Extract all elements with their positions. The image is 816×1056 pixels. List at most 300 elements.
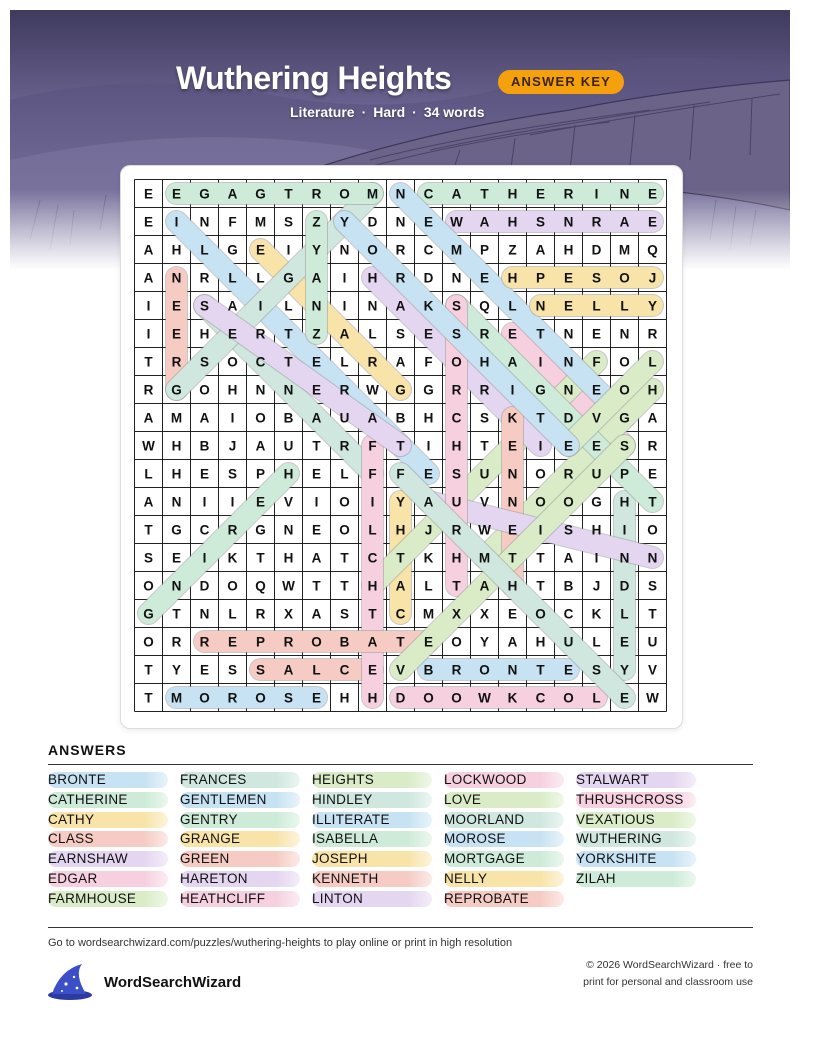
grid-letter: E — [423, 326, 434, 342]
grid-letter: E — [255, 494, 266, 510]
grid-letter: S — [339, 606, 350, 622]
grid-letter: A — [563, 550, 574, 566]
grid-letter: G — [283, 270, 294, 286]
grid-letter: E — [311, 522, 322, 538]
grid-letter: H — [451, 438, 462, 454]
grid-letter: A — [143, 410, 154, 426]
answer-word: CATHERINE — [48, 792, 168, 808]
grid-letter: L — [648, 354, 657, 370]
grid-letter: G — [423, 382, 434, 398]
grid-letter: S — [647, 578, 658, 594]
grid-letter: O — [143, 578, 154, 594]
grid-letter: T — [340, 550, 349, 566]
grid-letter: P — [535, 270, 546, 286]
grid-letter: A — [227, 298, 238, 314]
grid-letter: W — [450, 214, 463, 230]
grid-letter: H — [367, 690, 378, 706]
grid-letter: X — [283, 606, 294, 622]
grid-letter: X — [479, 606, 490, 622]
word-count-label: 34 words — [423, 104, 485, 120]
grid-letter: E — [423, 466, 434, 482]
grid-letter: C — [367, 550, 378, 566]
grid-letter: T — [172, 606, 181, 622]
grid-letter: M — [450, 242, 463, 258]
grid-letter: H — [395, 522, 406, 538]
grid-letter: M — [618, 242, 631, 258]
answer-word: REPROBATE — [444, 891, 564, 907]
grid-letter: A — [311, 606, 322, 622]
answer-word: GENTLEMEN — [180, 792, 300, 808]
grid-letter: R — [227, 690, 238, 706]
grid-letter: U — [283, 438, 294, 454]
grid-letter: T — [312, 578, 321, 594]
grid-letter: M — [254, 214, 267, 230]
answer-word: CATHY — [48, 812, 168, 828]
answer-word: EDGAR — [48, 871, 168, 887]
grid-letter: M — [170, 410, 183, 426]
answer-word: KENNETH — [312, 871, 432, 887]
grid-letter: A — [255, 438, 266, 454]
copyright-text: © 2026 WordSearchWizard · free to print for personal and classroom use — [583, 959, 753, 988]
grid-letter: N — [311, 298, 322, 314]
grid-letter: E — [255, 242, 266, 258]
grid-letter: N — [647, 550, 658, 566]
grid-letter: O — [619, 270, 630, 286]
grid-letter: N — [563, 326, 574, 342]
grid-letter: U — [451, 494, 462, 510]
grid-letter: O — [563, 690, 574, 706]
answer-word: JOSEPH — [312, 851, 432, 867]
grid-letter: L — [368, 522, 377, 538]
grid-letter: E — [311, 354, 322, 370]
grid-letter: S — [395, 326, 406, 342]
grid-letter: Q — [255, 578, 266, 594]
grid-letter: M — [478, 550, 491, 566]
answer-word: GENTRY — [180, 812, 300, 828]
grid-letter: H — [647, 382, 658, 398]
answer-word: FRANCES — [180, 772, 300, 788]
grid-letter: W — [282, 578, 295, 594]
grid-letter: H — [535, 634, 546, 650]
grid-letter: W — [478, 690, 491, 706]
answer-word: LOVE — [444, 792, 564, 808]
grid-letter: B — [199, 438, 210, 454]
grid-letter: H — [227, 382, 238, 398]
grid-letter: E — [619, 690, 630, 706]
grid-letter: N — [507, 466, 518, 482]
answer-word: VEXATIOUS — [576, 812, 696, 828]
grid-letter: O — [535, 494, 546, 510]
grid-letter: A — [143, 494, 154, 510]
grid-letter: F — [592, 354, 601, 370]
grid-letter: S — [451, 466, 462, 482]
grid-letter: K — [423, 298, 434, 314]
grid-letter: L — [144, 466, 153, 482]
grid-letter: R — [255, 326, 266, 342]
grid-letter: A — [311, 550, 322, 566]
grid-letter: S — [479, 410, 490, 426]
answer-word: WUTHERING — [576, 831, 696, 847]
grid-letter: R — [451, 522, 462, 538]
grid-letter: S — [563, 522, 574, 538]
grid-letter: R — [199, 270, 210, 286]
grid-letter: R — [283, 634, 294, 650]
grid-letter: H — [339, 690, 350, 706]
grid-letter: N — [619, 326, 630, 342]
grid-letter: E — [619, 634, 630, 650]
grid-letter: T — [480, 438, 489, 454]
grid-letter: E — [563, 270, 574, 286]
grid-letter: O — [535, 606, 546, 622]
grid-letter: O — [199, 690, 210, 706]
grid-letter: A — [507, 634, 518, 650]
grid-letter: I — [622, 522, 627, 538]
grid-letter: R — [451, 662, 462, 678]
grid-letter: Z — [312, 214, 321, 230]
grid-letter: R — [647, 326, 658, 342]
grid-letter: D — [423, 270, 434, 286]
grid-letter: W — [646, 690, 659, 706]
grid-letter: L — [228, 270, 237, 286]
grid-letter: H — [423, 410, 434, 426]
grid-letter: A — [451, 186, 462, 202]
grid-letter: L — [592, 298, 601, 314]
grid-letter: J — [228, 438, 237, 454]
grid-letter: E — [479, 270, 490, 286]
grid-letter: T — [144, 690, 153, 706]
grid-letter: N — [395, 214, 406, 230]
grid-letter: E — [227, 326, 238, 342]
answer-word: BRONTE — [48, 772, 168, 788]
grid-letter: A — [339, 326, 350, 342]
grid-letter: E — [507, 606, 518, 622]
grid-letter: H — [507, 214, 518, 230]
answer-word: THRUSHCROSS — [576, 792, 696, 808]
grid-letter: A — [395, 354, 406, 370]
grid-letter: B — [423, 662, 434, 678]
grid-letter: N — [255, 382, 266, 398]
grid-letter: R — [227, 522, 238, 538]
grid-letter: U — [591, 466, 602, 482]
grid-letter: K — [507, 690, 518, 706]
grid-letter: A — [199, 410, 210, 426]
grid-letter: T — [284, 354, 293, 370]
grid-letter: O — [227, 578, 238, 594]
grid-letter: A — [395, 578, 406, 594]
grid-letter: T — [396, 634, 405, 650]
grid-letter: O — [339, 522, 350, 538]
grid-letter: T — [536, 662, 545, 678]
grid-letter: U — [479, 466, 490, 482]
grid-letter: S — [451, 326, 462, 342]
grid-letter: E — [423, 634, 434, 650]
grid-letter: D — [563, 410, 574, 426]
grid-letter: N — [619, 186, 630, 202]
grid-letter: M — [422, 606, 435, 622]
grid-letter: T — [340, 578, 349, 594]
grid-letter: L — [592, 690, 601, 706]
grid-letter: E — [563, 298, 574, 314]
grid-letter: G — [255, 522, 266, 538]
grid-letter: A — [143, 242, 154, 258]
grid-letter: C — [339, 662, 350, 678]
grid-letter: Y — [619, 662, 630, 678]
grid-letter: T — [144, 354, 153, 370]
grid-letter: I — [342, 270, 347, 286]
category-label: Literature — [290, 104, 355, 120]
grid-letter: E — [311, 382, 322, 398]
grid-letter: B — [339, 634, 350, 650]
grid-letter: R — [339, 438, 350, 454]
grid-letter: E — [199, 662, 210, 678]
grid-letter: G — [171, 382, 182, 398]
grid-letter: A — [143, 270, 154, 286]
grid-letter: I — [538, 438, 543, 454]
grid-letter: R — [339, 382, 350, 398]
grid-letter: R — [311, 186, 322, 202]
difficulty-label: Hard — [373, 104, 406, 120]
grid-letter: J — [592, 578, 601, 594]
answer-word: ZILAH — [576, 871, 696, 887]
grid-letter: O — [647, 522, 658, 538]
grid-letter: I — [202, 550, 207, 566]
grid-letter: E — [507, 326, 518, 342]
grid-letter: I — [370, 494, 375, 510]
grid-letter: W — [142, 438, 155, 454]
grid-letter: I — [594, 186, 599, 202]
grid-letter: Y — [395, 494, 406, 510]
grid-letter: N — [451, 270, 462, 286]
wizard-hat-icon — [46, 962, 94, 1002]
grid-letter: O — [619, 354, 630, 370]
answer-word: GREEN — [180, 851, 300, 867]
grid-letter: I — [538, 522, 543, 538]
grid-letter: C — [423, 242, 434, 258]
grid-letter: O — [227, 354, 238, 370]
grid-letter: S — [283, 690, 294, 706]
answer-word: HEIGHTS — [312, 772, 432, 788]
grid-letter: G — [143, 606, 154, 622]
grid-letter: R — [479, 382, 490, 398]
grid-letter: A — [619, 214, 630, 230]
grid-letter: E — [535, 186, 546, 202]
grid-letter: G — [619, 410, 630, 426]
answer-word: ILLITERATE — [312, 812, 432, 828]
grid-letter: I — [146, 326, 151, 342]
grid-letter: E — [311, 466, 322, 482]
grid-letter: O — [423, 690, 434, 706]
grid-letter: I — [594, 550, 599, 566]
grid-letter: N — [535, 298, 546, 314]
grid-letter: C — [255, 354, 266, 370]
grid-letter: O — [339, 186, 350, 202]
grid-letter: I — [174, 214, 179, 230]
grid-letter: E — [507, 438, 518, 454]
grid-letter: D — [199, 578, 210, 594]
grid-letter: I — [426, 438, 431, 454]
grid-letter: F — [368, 438, 377, 454]
grid-letter: G — [199, 186, 210, 202]
grid-letter: O — [535, 466, 546, 482]
grid-letter: M — [170, 690, 183, 706]
grid-letter: E — [423, 214, 434, 230]
grid-letter: S — [227, 662, 238, 678]
footer-link[interactable]: Go to wordsearchwizard.com/puzzles/wuthering-heights to play online or print in high resolution — [48, 937, 513, 949]
grid-letter: N — [171, 270, 182, 286]
grid-letter: O — [451, 690, 462, 706]
grid-letter: L — [340, 466, 349, 482]
grid-letter: V — [591, 410, 602, 426]
grid-letter: N — [199, 214, 210, 230]
answer-key-badge: ANSWER KEY — [498, 70, 624, 94]
grid-letter: H — [171, 466, 182, 482]
grid-letter: B — [283, 410, 294, 426]
grid-letter: S — [283, 214, 294, 230]
grid-letter: T — [648, 494, 657, 510]
grid-letter: H — [283, 466, 294, 482]
grid-letter: F — [424, 354, 433, 370]
grid-letter: N — [619, 550, 630, 566]
grid-letter: D — [395, 690, 406, 706]
grid-letter: H — [507, 270, 518, 286]
answer-word: ISABELLA — [312, 831, 432, 847]
grid-letter: A — [395, 298, 406, 314]
puzzle-title: Wuthering Heights — [176, 60, 452, 96]
grid-letter: R — [395, 242, 406, 258]
answer-word: EARNSHAW — [48, 851, 168, 867]
grid-letter: D — [591, 242, 602, 258]
grid-letter: Y — [339, 214, 350, 230]
grid-letter: R — [199, 634, 210, 650]
letter-grid — [134, 179, 667, 712]
grid-letter: H — [619, 494, 630, 510]
grid-letter: E — [171, 326, 182, 342]
grid-letter: O — [311, 634, 322, 650]
grid-letter: N — [563, 382, 574, 398]
grid-letter: E — [171, 550, 182, 566]
grid-letter: C — [535, 690, 546, 706]
grid-letter: O — [143, 634, 154, 650]
grid-letter: T — [536, 578, 545, 594]
grid-letter: L — [368, 326, 377, 342]
grid-letter: G — [255, 186, 266, 202]
answers-list — [48, 772, 753, 922]
answer-word: MORTGAGE — [444, 851, 564, 867]
grid-letter: H — [507, 186, 518, 202]
grid-letter: S — [619, 438, 630, 454]
grid-letter: R — [171, 634, 182, 650]
grid-letter: R — [171, 354, 182, 370]
grid-letter: I — [258, 298, 263, 314]
grid-letter: K — [423, 550, 434, 566]
grid-letter: J — [648, 270, 657, 286]
grid-letter: I — [538, 354, 543, 370]
grid-letter: F — [368, 466, 377, 482]
grid-letter: A — [311, 270, 322, 286]
grid-letter: E — [171, 298, 182, 314]
grid-letter: R — [367, 354, 378, 370]
grid-letter: T — [648, 606, 657, 622]
grid-letter: A — [507, 354, 518, 370]
answer-word: HARETON — [180, 871, 300, 887]
grid-letter: T — [284, 186, 293, 202]
grid-letter: E — [563, 438, 574, 454]
grid-letter: B — [395, 410, 406, 426]
grid-letter: P — [255, 634, 266, 650]
grid-letter: J — [424, 522, 433, 538]
grid-letter: N — [563, 354, 574, 370]
grid-letter: A — [227, 186, 238, 202]
grid-letter: S — [591, 270, 602, 286]
grid-letter: T — [536, 550, 545, 566]
grid-letter: K — [591, 606, 602, 622]
grid-letter: Y — [479, 634, 490, 650]
grid-letter: L — [424, 578, 433, 594]
grid-letter: B — [563, 578, 574, 594]
grid-letter: R — [395, 270, 406, 286]
grid-letter: H — [367, 578, 378, 594]
grid-letter: R — [451, 382, 462, 398]
grid-letter: A — [367, 410, 378, 426]
grid-letter: N — [507, 662, 518, 678]
grid-letter: L — [228, 606, 237, 622]
grid-letter: H — [171, 438, 182, 454]
grid-letter: R — [563, 186, 574, 202]
grid-letter: X — [451, 606, 462, 622]
grid-letter: R — [479, 326, 490, 342]
grid-letter: H — [479, 354, 490, 370]
answer-word: NELLY — [444, 871, 564, 887]
grid-letter: N — [171, 494, 182, 510]
grid-letter: G — [535, 382, 546, 398]
grid-letter: N — [283, 522, 294, 538]
grid-letter: T — [396, 550, 405, 566]
grid-letter: R — [647, 438, 658, 454]
grid-letter: E — [591, 382, 602, 398]
grid-letter: I — [314, 494, 319, 510]
grid-letter: T — [536, 326, 545, 342]
grid-letter: E — [143, 186, 154, 202]
answer-word: CLASS — [48, 831, 168, 847]
grid-letter: T — [368, 606, 377, 622]
grid-letter: D — [367, 214, 378, 230]
grid-letter: E — [647, 214, 658, 230]
grid-letter: L — [592, 634, 601, 650]
grid-letter: E — [591, 438, 602, 454]
grid-letter: T — [144, 662, 153, 678]
grid-letter: I — [230, 494, 235, 510]
grid-letter: C — [423, 186, 434, 202]
grid-letter: A — [647, 410, 658, 426]
grid-letter: S — [143, 550, 154, 566]
grid-letter: S — [227, 466, 238, 482]
grid-letter: T — [536, 410, 545, 426]
grid-letter: L — [620, 298, 629, 314]
grid-letter: I — [146, 298, 151, 314]
brand-name: WordSearchWizard — [104, 974, 242, 991]
grid-letter: E — [367, 662, 378, 678]
grid-letter: V — [283, 494, 294, 510]
grid-letter: A — [283, 662, 294, 678]
grid-letter: U — [339, 410, 350, 426]
grid-letter: I — [230, 410, 235, 426]
grid-letter: I — [286, 242, 291, 258]
grid-letter: G — [171, 522, 182, 538]
grid-letter: N — [367, 298, 378, 314]
grid-letter: H — [199, 326, 210, 342]
grid-letter: W — [366, 382, 379, 398]
answer-word: LINTON — [312, 891, 432, 907]
